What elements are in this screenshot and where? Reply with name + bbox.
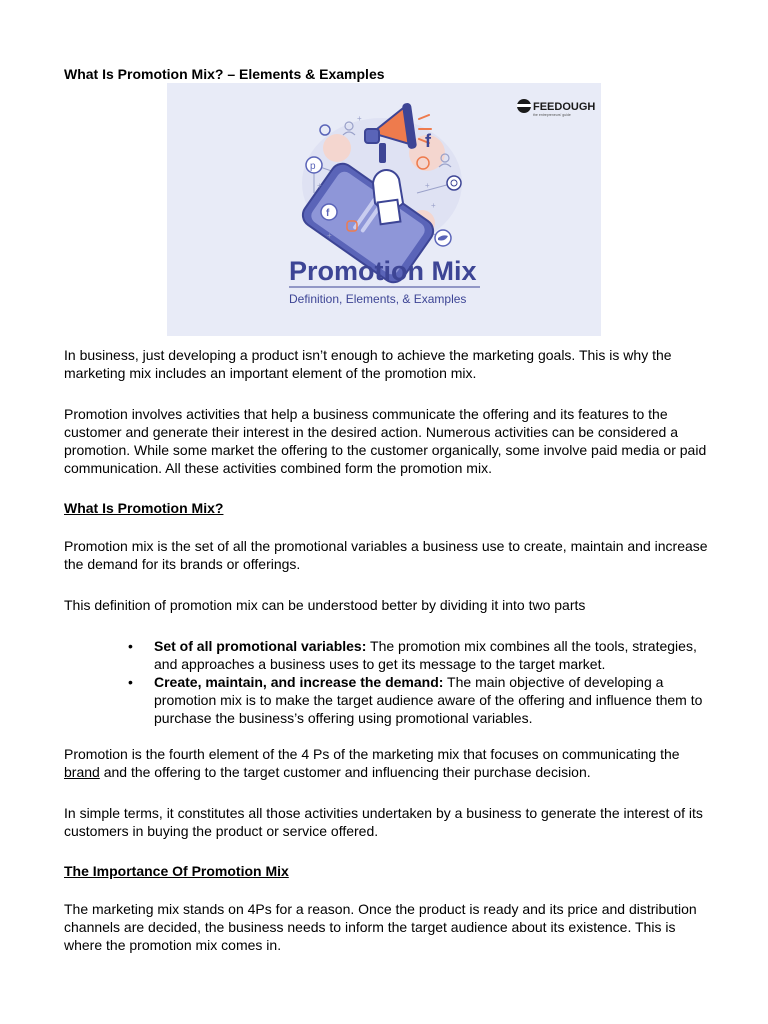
- svg-text:f: f: [326, 208, 330, 219]
- facebook-icon: [425, 131, 432, 151]
- pinterest-icon: [306, 157, 322, 173]
- bullet-term: Create, maintain, and increase the demand:: [154, 674, 444, 690]
- svg-text:+: +: [357, 114, 362, 123]
- svg-text:the entrepreneurs' guide: the entrepreneurs' guide: [533, 113, 571, 117]
- document-title: What Is Promotion Mix? – Elements & Examples: [64, 66, 385, 82]
- paragraph: In simple terms, it constitutes all those activities undertaken by a business to generate the interest of its customers in buying the product or service offered.: [64, 805, 703, 839]
- section-heading: The Importance Of Promotion Mix: [64, 863, 289, 879]
- paragraph: This definition of promotion mix can be understood better by dividing it into two parts: [64, 597, 586, 613]
- svg-text:+: +: [327, 231, 332, 240]
- paragraph: The marketing mix stands on 4Ps for a reason. Once the product is ready and its price and distribution channels are decided, the business needs to inform the target audience about its existence. This is where the promotion mix comes in.: [64, 901, 697, 953]
- hero-subheading: Definition, Elements, & Examples: [289, 292, 467, 306]
- paragraph: In business, just developing a product isn’t enough to achieve the marketing goals. This is why the marketing mix includes an important element of the promotion mix.: [64, 347, 672, 381]
- svg-text:p: p: [310, 161, 316, 172]
- svg-text:f: f: [425, 131, 431, 151]
- svg-text:FEEDOUGH: FEEDOUGH: [533, 101, 596, 113]
- hero-image: [167, 83, 601, 336]
- list-item: [126, 673, 706, 727]
- bullet-text: The promotion mix combines all the tools, strategies, and approaches a business uses to get its message to the target market.: [154, 638, 697, 672]
- svg-text:+: +: [317, 181, 322, 190]
- bullet-text: The main objective of developing a promotion mix is to make the target audience aware of the offering and influence them to purchase the business’s offering using promotional variables.: [154, 674, 703, 726]
- feedough-logo: [517, 99, 595, 117]
- paragraph: Promotion mix is the set of all the promotional variables a business use to create, maintain and increase the demand for its brands or offerings.: [64, 538, 708, 572]
- twitter-icon: [435, 230, 451, 246]
- list-item: [126, 637, 706, 673]
- section-heading: What Is Promotion Mix?: [64, 500, 224, 516]
- hero-heading: Promotion Mix: [289, 256, 477, 286]
- bullet-term: Set of all promotional variables:: [154, 638, 367, 654]
- paragraph: Promotion is the fourth element of the 4 Ps of the marketing mix that focuses on communicating the brand and the offering to the target customer and influencing their purchase decision.: [64, 746, 680, 780]
- facebook-icon: [321, 204, 337, 220]
- paragraph: Promotion involves activities that help a business communicate the offering and its features to the customer and generate their interest in the desired action. Numerous activities can be considered a promotion. While some market the offering to the customer organically, some involve paid media or paid communication. All these activities combined form the promotion mix.: [64, 406, 707, 476]
- bullet-list: [126, 637, 706, 727]
- svg-text:+: +: [425, 181, 430, 190]
- svg-text:+: +: [431, 201, 436, 210]
- brand-link[interactable]: brand: [64, 764, 100, 780]
- whatsapp-icon: [447, 176, 461, 190]
